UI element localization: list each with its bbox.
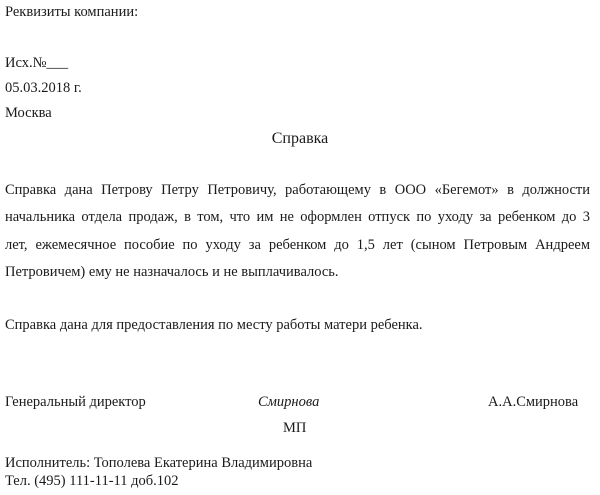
executor-phone: Тел. (495) 111-11-11 доб.102 xyxy=(5,473,179,489)
signatory-position: Генеральный директор xyxy=(5,394,146,410)
body-line: начальника отдела продаж, в том, что им не оформлен отпуск по уходу за ребенком до 3 xyxy=(5,209,590,226)
handwritten-signature: Смирнова xyxy=(258,394,320,410)
body-paragraph xyxy=(5,177,590,286)
executor-info: Исполнитель: Тополева Екатерина Владимировна xyxy=(5,455,313,471)
purpose-statement: Справка дана для предоставления по месту работы матери ребенка. xyxy=(5,317,423,333)
document-city: Москва xyxy=(5,105,52,121)
company-details-label: Реквизиты компании: xyxy=(5,4,139,20)
body-line: Петровичем) ему не назначалось и не выплачивалось. xyxy=(5,263,339,280)
stamp-placeholder: МП xyxy=(283,420,307,436)
signatory-name: А.А.Смирнова xyxy=(488,394,579,410)
outgoing-number: Исх.№___ xyxy=(5,55,69,71)
document-date: 05.03.2018 г. xyxy=(5,80,82,96)
body-line: лет, ежемесячное пособие по уходу за ребенком до 1,5 лет (сыном Петровым Андреем xyxy=(5,236,590,253)
document-title: Справка xyxy=(271,130,329,147)
body-line: Справка дана Петрову Петру Петровичу, работающему в ООО «Бегемот» в должности xyxy=(5,182,590,198)
